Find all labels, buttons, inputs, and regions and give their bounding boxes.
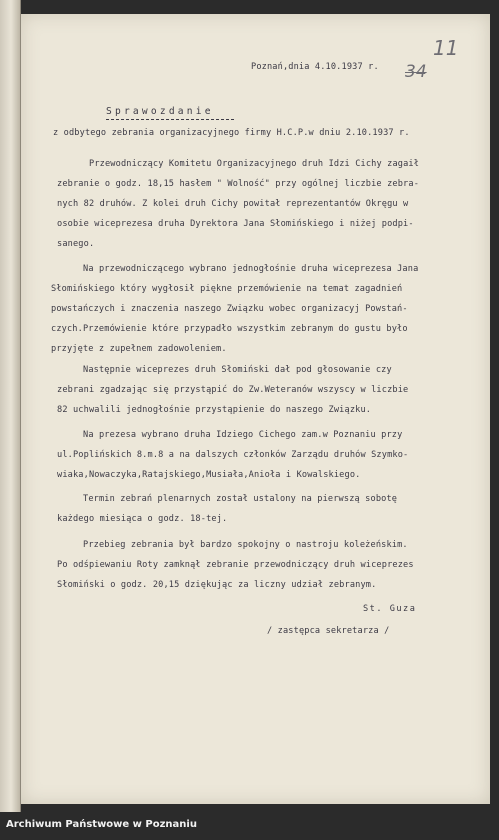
body-line: Następnie wiceprezes druh Słomiński dał pod głosowanie czy [83, 365, 392, 375]
document-page [21, 14, 490, 804]
body-line: nych 82 druhów. Z kolei druh Cichy powitał reprezentantów Okręgu w [57, 199, 409, 209]
old-page-number-struck: 34 [405, 62, 427, 82]
body-line: wiaka,Nowaczyka,Ratajskiego,Musiała,Anioła i Kowalskiego. [57, 470, 361, 480]
body-line: Na prezesa wybrano druha Idziego Cichego zam.w Poznaniu przy [83, 430, 403, 440]
body-line: ul.Poplińskich 8.m.8 a na dalszych członków Zarządu druhów Szymko- [57, 450, 409, 460]
body-line: 82 uchwalili jednogłośnie przystąpienie do naszego Związku. [57, 405, 372, 415]
body-line: zebrani zgadzając się przystąpić do Zw.Weteranów wszyscy w liczbie [57, 385, 409, 395]
page-number-pencil: 11 [433, 36, 459, 60]
body-line: powstańczych i znaczenia naszego Związku wobec organizacyj Powstań- [51, 304, 408, 314]
body-line: Po odśpiewaniu Roty zamknął zebranie przewodniczący druh wiceprezes [57, 560, 414, 570]
body-line: Na przewodniczącego wybrano jednogłośnie druha wiceprezesa Jana [83, 264, 419, 274]
body-line: czych.Przemówienie które przypadło wszystkim zebranym do gustu było [51, 324, 408, 334]
document-title: Sprawozdanie [106, 106, 214, 117]
body-line: Słomiński o godz. 20,15 dziękując za liczny udział zebranym. [57, 580, 377, 590]
body-line: Przebieg zebrania był bardzo spokojny o nastroju koleżeńskim. [83, 540, 408, 550]
body-line: każdego miesiąca o godz. 18-tej. [57, 514, 228, 524]
place-date: Poznań,dnia 4.10.1937 r. [251, 62, 379, 72]
binder-edge [0, 0, 21, 812]
body-line: Przewodniczący Komitetu Organizacyjnego druh Idzi Cichy zagaił [89, 159, 420, 169]
body-line: sanego. [57, 239, 95, 249]
body-line: osobie wiceprezesa druha Dyrektora Jana Słomińskiego i niżej podpi- [57, 219, 414, 229]
signature-name: St. Guza [363, 604, 417, 614]
document-subtitle: z odbytego zebrania organizacyjnego firmy H.C.P.w dniu 2.10.1937 r. [53, 128, 410, 138]
archive-footer [0, 812, 499, 840]
body-line: Termin zebrań plenarnych został ustalony na pierwszą sobotę [83, 494, 398, 504]
body-line: przyjęte z zupełnem zadowoleniem. [51, 344, 227, 354]
archive-name: Archiwum Państwowe w Poznaniu [6, 819, 197, 830]
body-line: Słomińskiego który wygłosił piękne przemówienie na temat zagadnień [51, 284, 403, 294]
title-underline [106, 119, 234, 120]
body-line: zebranie o godz. 18,15 hasłem " Wolność" przy ogólnej liczbie zebra- [57, 179, 420, 189]
signature-role: / zastępca sekretarza / [267, 626, 390, 636]
